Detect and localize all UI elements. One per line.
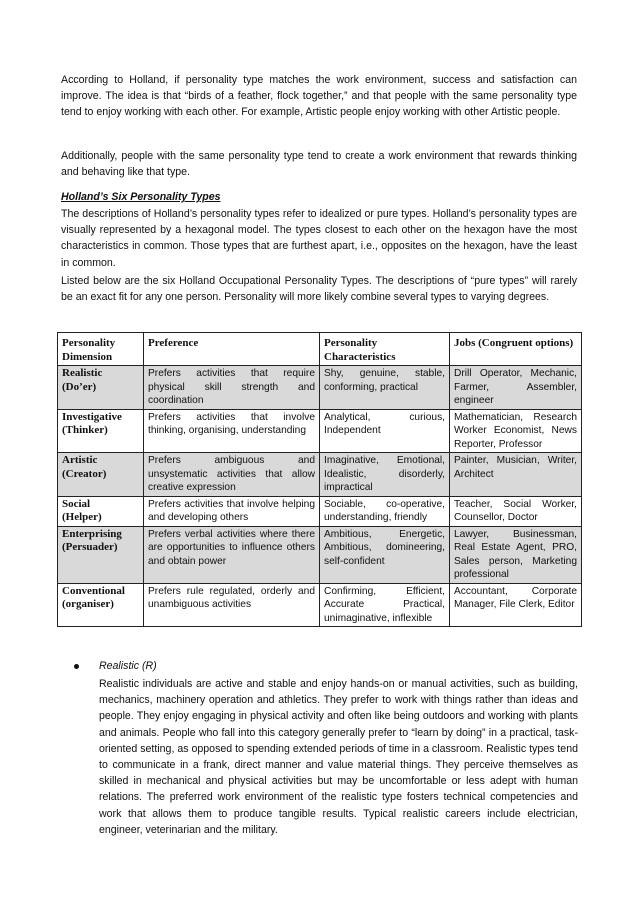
bullet-icon: [74, 664, 79, 669]
dimension-alias: (Creator): [62, 467, 107, 480]
table-row: [58, 496, 582, 526]
header-characteristics: Personality Characteristics: [320, 333, 450, 366]
table-header-row: [58, 333, 582, 366]
preference-cell: Prefers activities that require physical skill strength and coordination: [144, 366, 320, 410]
dimension-cell: [58, 409, 144, 453]
dimension-name: Realistic: [62, 367, 103, 379]
header-jobs: Jobs (Congruent options): [450, 333, 582, 366]
dimension-alias: (organiser): [62, 598, 114, 610]
personality-types-table: [57, 332, 582, 627]
header-preference: Preference: [144, 333, 320, 366]
preference-cell: Prefers rule regulated, orderly and unambiguous activities: [144, 583, 320, 627]
dimension-name: Artistic: [62, 454, 98, 466]
jobs-cell: Painter, Musician, Writer, Architect: [450, 453, 582, 497]
dimension-cell: [58, 453, 144, 497]
dimension-alias: (Thinker): [62, 424, 108, 436]
dimension-cell: [58, 526, 144, 583]
dimension-cell: [58, 583, 144, 627]
intro-paragraph-1: According to Holland, if personality type matches the work environment, success and satisfaction can improve. The idea is that “birds of a feather, flock together,” and that people with the same personality type tend to enjoy working with each other. For example, Artistic people enjoy working with other Artistic people.: [61, 74, 577, 119]
preference-cell: Prefers activities that involve helping and developing others: [144, 496, 320, 526]
jobs-cell: Lawyer, Businessman, Real Estate Agent, PRO, Sales person, Marketing professional: [450, 526, 582, 583]
bullet-title: Realistic (R): [99, 660, 157, 672]
jobs-cell: Teacher, Social Worker, Counsellor, Doctor: [450, 496, 582, 526]
table-row: [58, 366, 582, 410]
dimension-alias: (Helper): [62, 511, 102, 523]
table-row: [58, 409, 582, 453]
header-dimension: Personality Dimension: [58, 333, 144, 366]
characteristics-cell: Sociable, co-operative, understanding, friendly: [320, 496, 450, 526]
section-paragraph-2: Listed below are the six Holland Occupational Personality Types. The descriptions of “pure types” will rarely be an exact fit for any one person. Personality will more likely combine several types to varying degrees.: [61, 275, 577, 304]
section-paragraph-1: The descriptions of Holland’s personality types refer to idealized or pure types. Holland’s personality types are visually represented by a hexagonal model. The types closest to each other on the hexagon have the most characteristics in common. Those types that are furthest apart, i.e., opposites on the hexagon, have the least in common.: [61, 208, 577, 269]
characteristics-cell: Analytical, curious, Independent: [320, 409, 450, 453]
table-row: [58, 526, 582, 583]
characteristics-cell: Shy, genuine, stable, conforming, practical: [320, 366, 450, 410]
characteristics-cell: Imaginative, Emotional, Idealistic, disorderly, impractical: [320, 453, 450, 497]
dimension-name: Investigative: [62, 410, 122, 423]
preference-cell: Prefers ambiguous and unsystematic activities that allow creative expression: [144, 453, 320, 497]
characteristics-cell: Confirming, Efficient, Accurate Practical, unimaginative, inflexible: [320, 583, 450, 627]
jobs-cell: Drill Operator, Mechanic, Farmer, Assembler, engineer: [450, 366, 582, 410]
dimension-name: Social: [62, 497, 91, 510]
dimension-name: Conventional: [62, 584, 125, 597]
dimension-name: Enterprising: [62, 527, 122, 540]
dimension-alias: (Do’er): [62, 380, 97, 393]
dimension-cell: [58, 496, 144, 526]
dimension-alias: (Persuader): [62, 541, 118, 553]
jobs-cell: Mathematician, Research Worker Economist, News Reporter, Professor: [450, 409, 582, 453]
intro-paragraph-2: Additionally, people with the same personality type tend to create a work environment that rewards thinking and behaving like that type.: [61, 150, 577, 179]
preference-cell: Prefers verbal activities where there are opportunities to influence others and obtain power: [144, 526, 320, 583]
table-row: [58, 453, 582, 497]
table-row: [58, 583, 582, 627]
jobs-cell: Accountant, Corporate Manager, File Clerk, Editor: [450, 583, 582, 627]
preference-cell: Prefers activities that involve thinking, organising, understanding: [144, 409, 320, 453]
bullet-body: Realistic individuals are active and stable and enjoy hands-on or manual activities, such as building, mechanics, machinery operation and athletics. They prefer to work with things rather than ideas and people. They enjoy engaging in physical activity and often like being outdoors and working with plants and animals. People who fall into this category generally prefer to “learn by doing” in a practical, task-oriented setting, as opposed to spending extended periods of time in a classroom. Realistic types tend to communicate in a frank, direct manner and value material things. They perceive themselves as skilled in mechanical and physical activities but may be uncomfortable or less adept with human relations. The preferred work environment of the realistic type fosters technical competencies and work that allows them to produce tangible results. Typical realistic careers include electrician, engineer, veterinarian and the military.: [99, 678, 578, 836]
characteristics-cell: Ambitious, Energetic, Ambitious, domineering, self-confident: [320, 526, 450, 583]
section-heading: Holland’s Six Personality Types: [61, 191, 221, 203]
dimension-cell: [58, 366, 144, 410]
